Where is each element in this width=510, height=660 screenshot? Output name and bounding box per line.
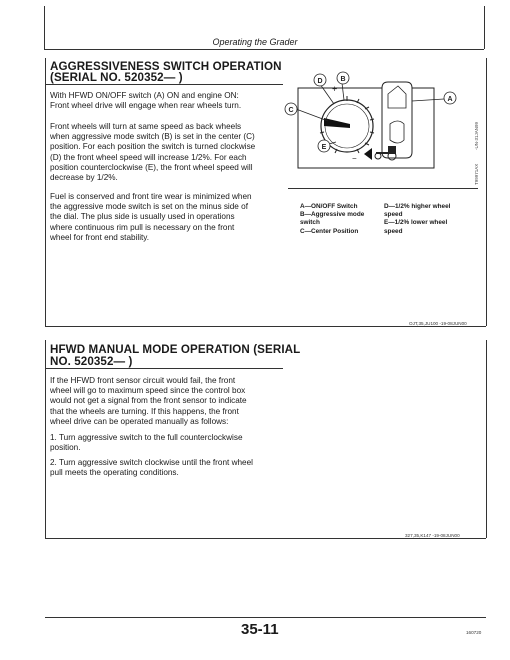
section2-heading-rule <box>45 368 283 369</box>
corner-code: 160720 <box>466 630 482 635</box>
callout-c-label: C <box>288 107 294 114</box>
section1-heading-line1: AGGRESSIVENESS SWITCH OPERATION <box>50 60 282 73</box>
svg-text:−: − <box>352 154 357 163</box>
running-head: Operating the Grader <box>212 37 298 47</box>
header-rule <box>44 49 484 50</box>
section1-left-border <box>45 58 46 326</box>
section2-right-border <box>486 340 487 538</box>
figure-legend-left: A—ON/OFF Switch B—Aggressive mode switch C—Center Position <box>300 203 365 235</box>
section2-bottom-rule <box>45 538 486 539</box>
callout-e-label: E <box>321 144 327 151</box>
figure-side-code-1: T99971AX <box>474 163 479 185</box>
header-right-rule <box>484 6 485 49</box>
callout-b-label: B <box>340 76 346 83</box>
header-left-rule <box>44 6 45 49</box>
section2-step-2: 2. Turn aggressive switch clockwise until the front wheel pull meets the operating conditions. <box>50 458 253 478</box>
section2-left-border <box>45 340 46 538</box>
section2-footer-code: 327,35,K147 -19-08JUN00 <box>405 533 460 538</box>
section1-paragraph-1: With HFWD ON/OFF switch (A) ON and engine ON: Front wheel drive will engage when rear wheels turn. <box>50 91 242 111</box>
footer-rule <box>45 617 486 618</box>
figure-side-code-2: -UN-31JAN99 <box>474 121 479 150</box>
figure-legend-right: D—1/2% higher wheel speed E—1/2% lower wheel speed <box>384 203 451 235</box>
figure-bottom-rule <box>288 188 478 189</box>
aggressiveness-switch-illustration <box>284 68 480 188</box>
on-off-switch <box>382 82 412 158</box>
section2-paragraph-1: If the HFWD front sensor circuit would fail, the front wheel will go to maximum speed since the control box would not get a signal from the front sensor to indicate that the wheels are turning. If this happens, the front wheel drive can be operated manually as follows: <box>50 376 247 426</box>
page-number: 35-11 <box>241 621 279 638</box>
section1-footer-code: OJT,35,JU100 -19-08JUN00 <box>409 321 467 326</box>
section1-paragraph-2: Front wheels will turn at same speed as back wheels when aggressive mode switch (B) is set in the center (C) position. For each position the switch is turned clockwise (D) the front wheel speed will increase 1/2%. For each position counterclockwise (E), the front wheel speed will decrease by 1/2%. <box>50 122 256 183</box>
callout-a-label: A <box>447 96 453 103</box>
section1-paragraph-3: Fuel is conserved and front tire wear is minimized when the aggressive mode switch is set on the minus side of the dial. The plus side is usually used in operations where continuous rim pull is necessary on the front wheel for front end stability. <box>50 192 252 242</box>
section2-step-1: 1. Turn aggressive switch to the full counterclockwise position. <box>50 433 243 453</box>
section1-right-border <box>486 58 487 326</box>
section2-heading-line1: HFWD MANUAL MODE OPERATION (SERIAL <box>50 343 301 356</box>
svg-text:+: + <box>332 84 338 94</box>
callout-d-label: D <box>317 78 323 85</box>
section2-heading-line2: NO. 520352— ) <box>50 355 133 368</box>
control-panel-outline <box>298 88 434 168</box>
section1-heading-rule <box>45 84 283 85</box>
section1-bottom-rule <box>45 326 486 327</box>
section1-heading-line2: (SERIAL NO. 520352— ) <box>50 71 183 84</box>
